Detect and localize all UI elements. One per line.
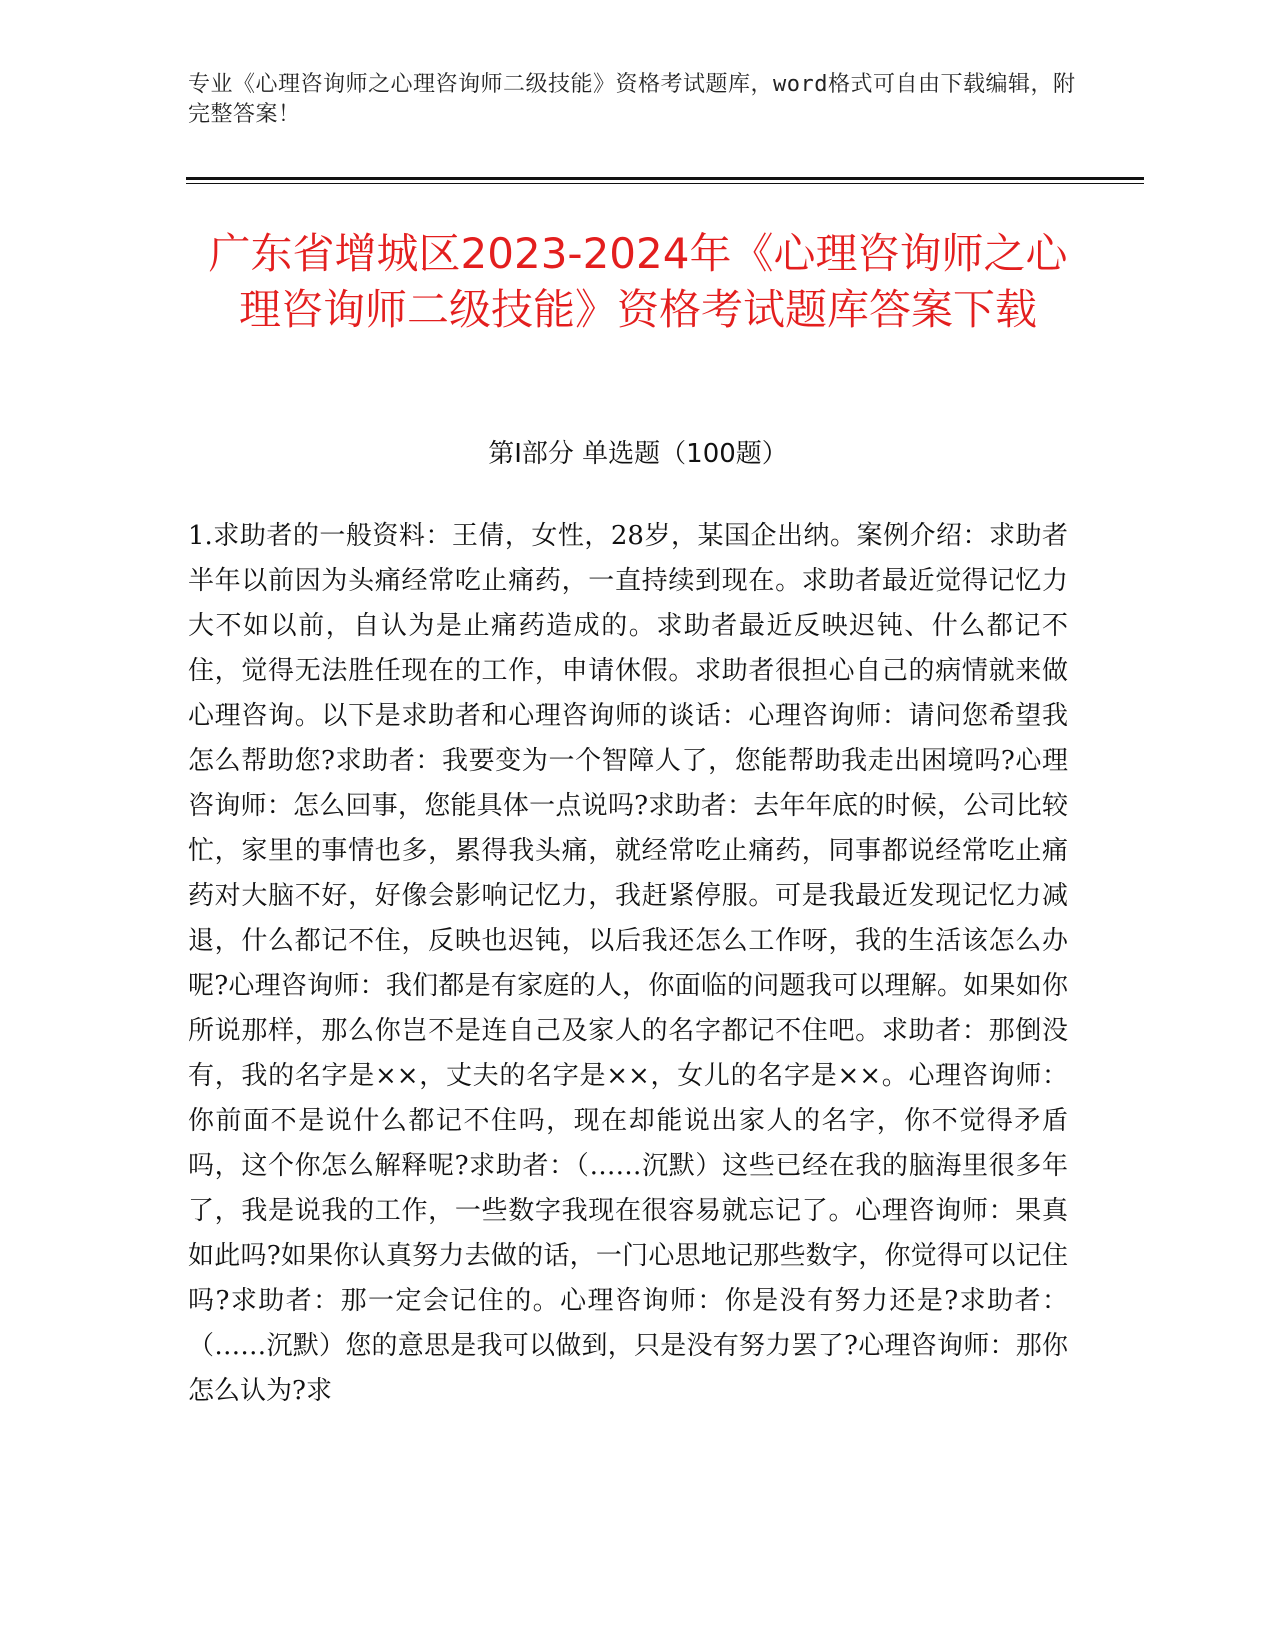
header-divider-thin <box>186 183 1144 184</box>
header-note: 专业《心理咨询师之心理咨询师二级技能》资格考试题库，word格式可自由下载编辑，附完整答案！ <box>188 72 1076 127</box>
section-heading: 第I部分 单选题（100题） <box>488 439 788 469</box>
header-divider-thick <box>186 177 1144 180</box>
question-text: 1.求助者的一般资料：王倩，女性，28岁，某国企出纳。案例介绍：求助者半年以前因为头痛经常吃止痛药，一直持续到现在。求助者最近觉得记忆力大不如以前，自认为是止痛药造成的。求助者最近反映迟钝、什么都记不住，觉得无法胜任现在的工作，申请休假。求助者很担心自己的病情就来做心理咨询。以下是求助者和心理咨询师的谈话：心理咨询师：请问您希望我怎么帮助您?求助者：我要变为一个智障人了，您能帮助我走出困境吗?心理咨询师：怎么回事，您能具体一点说吗?求助者：去年年底的时候，公司比较忙，家里的事情也多，累得我头痛，就经常吃止痛药，同事都说经常吃止痛药对大脑不好，好像会影响记忆力，我赶紧停服。可是我最近发现记忆力减退，什么都记不住，反映也迟钝，以后我还怎么工作呀，我的生活该怎么办呢?心理咨询师：我们都是有家庭的人，你面临的问题我可以理解。如果如你所说那样，那么你岂不是连自己及家人的名字都记不住吧。求助者：那倒没有，我的名字是××，丈夫的名字是××，女儿的名字是××。心理咨询师：你前面不是说什么都记不住吗，现在却能说出家人的名字，你不觉得矛盾吗，这个你怎么解释呢?求助者：（……沉默）这些已经在我的脑海里很多年了，我是说我的工作，一些数字我现在很容易就忘记了。心理咨询师：果真如此吗?如果你认真努力去做的话，一门心思地记那些数字，你觉得可以记住吗?求助者：那一定会记住的。心理咨询师：你是没有努力还是?求助者：（……沉默）您的意思是我可以做到，只是没有努力罢了?心理咨询师：那你怎么认为?求 <box>188 521 1068 1406</box>
document-title: 广东省增城区2023-2024年《心理咨询师之心理咨询师二级技能》资格考试题库答案下载 <box>208 229 1068 334</box>
